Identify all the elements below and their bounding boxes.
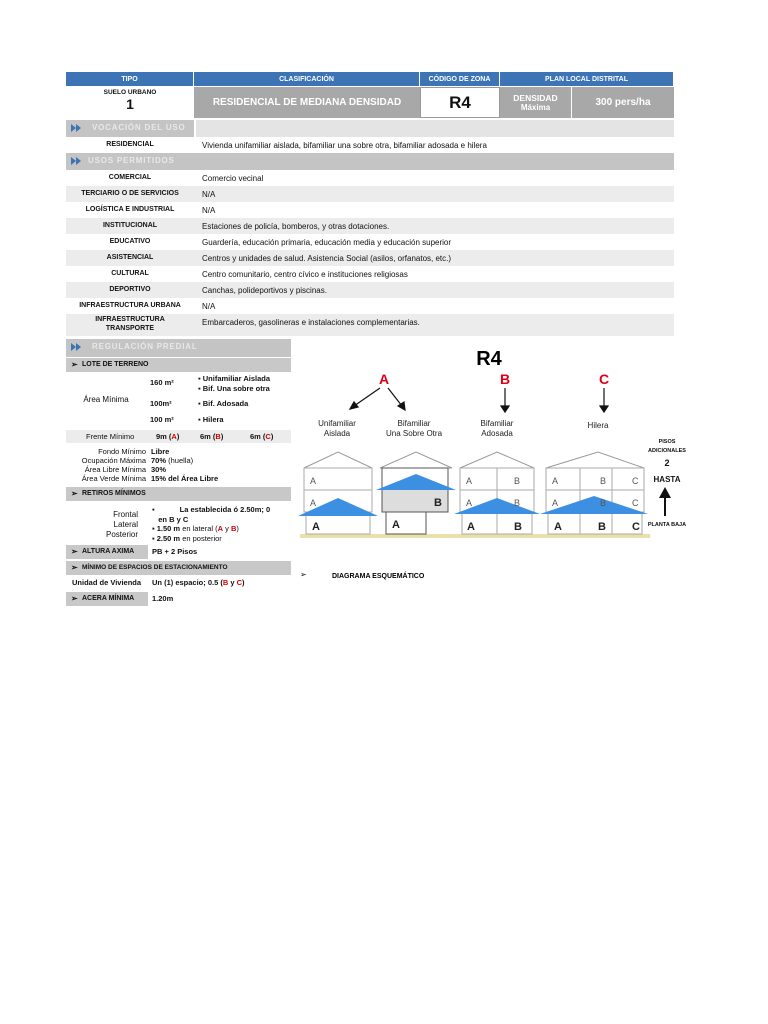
pisos-2: ADICIONALES	[648, 448, 686, 454]
retiros-title: RETIROS MÍNIMOS	[82, 490, 146, 497]
regulacion-title: REGULACIÓN PREDIAL	[92, 342, 198, 351]
retiro-frontal-label: Frontal	[113, 510, 138, 519]
double-chevron-icon-part	[76, 124, 81, 132]
pisos-3: 2	[664, 458, 670, 468]
usos-value: N/A	[202, 205, 216, 215]
caption-a1: Unifamiliar	[318, 419, 356, 428]
label-b: B	[499, 371, 511, 387]
usos-key: TERCIARIO O DE SERVICIOS	[81, 190, 179, 197]
svg-text:A: A	[467, 521, 475, 533]
verde-value: 15% del Área Libre	[151, 474, 219, 483]
ground-line	[300, 534, 650, 538]
up-arrow-icon	[659, 487, 671, 516]
usos-value: Embarcaderos, gasolineras e instalaciones complementarias.	[202, 317, 420, 327]
estac-text: Un (1) espacio; 0.5 (	[152, 578, 223, 587]
frente-b-letter: B	[215, 432, 221, 441]
arrowhead-icon: ➢	[71, 547, 78, 556]
usos-value: N/A	[202, 189, 216, 199]
svg-text:A: A	[392, 519, 400, 531]
frente-a-end: )	[176, 432, 180, 441]
altura-bar	[66, 545, 148, 559]
type-captions	[318, 419, 609, 438]
acera-bar	[66, 592, 148, 606]
retiros-bar	[66, 487, 291, 501]
diagram-title: R4	[476, 348, 502, 370]
type-bif-adosada: Bif. Adosada	[202, 399, 249, 408]
ocupacion-note: (huella)	[166, 456, 194, 465]
retiro-posterior-label: Posterior	[105, 530, 138, 539]
caption-arrow-icon: ➢	[300, 570, 307, 579]
usos-value: Centros y unidades de salud. Asistencia Social (asilos, orfanatos, etc.)	[202, 253, 452, 263]
vocacion-title: VOCACIÓN DEL USO	[92, 123, 186, 132]
lote-params-labels	[66, 447, 146, 483]
usos-row	[66, 218, 674, 234]
altura-label: ALTURA AXIMA	[82, 548, 135, 555]
frente-b	[200, 432, 223, 441]
usos-row	[66, 186, 674, 202]
svg-text:B: B	[600, 498, 607, 508]
usos-key: CULTURAL	[111, 270, 149, 277]
floors-annotation	[648, 439, 686, 528]
frente-a-val: 9m (	[156, 432, 172, 441]
arrowhead-icon: ➢	[71, 489, 78, 498]
svg-text:A: A	[310, 476, 317, 486]
type-bif-adosada-wrap: ▪ Bif. Adosada	[198, 399, 249, 408]
libre-label: Área Libre Mínima	[84, 465, 146, 474]
type-bif-sobre: Bif. Una sobre otra	[202, 384, 270, 393]
type-hilera: Hilera	[202, 415, 224, 424]
usos-row	[66, 266, 674, 282]
retiro-lateral-y: y	[223, 524, 231, 533]
usos-row	[66, 170, 674, 186]
usos-row	[66, 250, 674, 266]
svg-text:A: A	[552, 476, 559, 486]
densidad-cell	[500, 87, 572, 118]
usos-section-bar	[66, 153, 674, 170]
vocacion-section-bar	[66, 120, 194, 137]
estacionamiento-value	[152, 578, 245, 587]
caption-c1: Bifamiliar	[480, 419, 514, 428]
frente-c-letter: C	[265, 432, 271, 441]
usos-row	[66, 314, 674, 336]
frente-c-val: 6m (	[250, 432, 266, 441]
frente-a-letter: A	[171, 432, 177, 441]
house-bifamiliar-adosada	[454, 452, 540, 534]
ocupacion-label: Ocupación Máxima	[81, 456, 146, 465]
arrowhead-icon: ➢	[71, 360, 78, 369]
usos-key: DEPORTIVO	[109, 286, 151, 293]
schematic-diagram	[292, 338, 688, 606]
retiro-lateral-value: 1.50 m	[156, 524, 181, 533]
house-bifamiliar-sobre	[376, 452, 456, 534]
pisos-1: PISOS	[658, 439, 676, 445]
caption-b2: Una Sobre Otra	[385, 429, 443, 438]
caption-d: Hilera	[587, 421, 609, 430]
usos-value: Canchas, polideportivos y piscinas.	[202, 285, 327, 295]
header-clasificacion: CLASIFICACIÓN	[194, 72, 420, 86]
pisos-4: HASTA	[653, 475, 681, 484]
svg-text:B: B	[514, 498, 521, 508]
vocacion-section-fill	[196, 120, 674, 137]
clasificacion-value: RESIDENCIAL DE MEDIANA DENSIDAD	[194, 87, 420, 118]
retiros-labels	[66, 510, 146, 540]
frente-b-end: )	[220, 432, 224, 441]
retiro-posterior-text: en posterior	[180, 533, 222, 543]
usos-row	[66, 298, 674, 314]
retiro-frontal-value: La establecida ó 2.50m; 0	[179, 505, 271, 514]
altura-value: PB + 2 Pisos	[152, 547, 198, 556]
usos-value: Comercio vecinal	[202, 173, 264, 183]
suelo-label: SUELO URBANO	[103, 89, 157, 96]
svg-text:C: C	[632, 521, 640, 533]
suelo-number: 1	[126, 96, 134, 112]
svg-text:C: C	[632, 476, 639, 486]
estac-b: B	[222, 578, 229, 587]
fondo-value: Libre	[151, 447, 170, 456]
svg-text:A: A	[552, 498, 559, 508]
estac-end: )	[242, 578, 245, 587]
usos-key: INFRAESTRUCTURA TRANSPORTE	[95, 316, 165, 332]
retiro-lateral-b: B	[230, 524, 237, 533]
usos-key: INSTITUCIONAL	[102, 222, 158, 229]
caption-b1: Bifamiliar	[397, 419, 431, 428]
usos-key: ASISTENCIAL	[106, 254, 154, 261]
lote-bar	[66, 358, 291, 372]
header-plan: PLAN LOCAL DISTRITAL	[500, 72, 674, 86]
diagram-svg	[292, 338, 688, 606]
regulacion-section-bar	[66, 339, 291, 357]
svg-text:B: B	[600, 476, 607, 486]
retiro-lateral-text: en lateral (	[180, 524, 218, 533]
usos-key: LOGÍSTICA E INDUSTRIAL	[85, 206, 175, 213]
verde-label: Área Verde Mínima	[81, 474, 146, 483]
retiro-frontal-value-2: en B y C	[158, 514, 189, 524]
double-chevron-icon-part	[76, 157, 81, 165]
densidad-value: 300 pers/ha	[572, 87, 674, 118]
frente-c	[250, 432, 273, 441]
svg-text:A: A	[554, 521, 562, 533]
usos-key: EDUCATIVO	[109, 238, 151, 245]
codigo-value: R4	[420, 87, 500, 118]
header-codigo: CÓDIGO DE ZONA	[420, 72, 500, 86]
lote-params-values	[151, 447, 218, 483]
vocacion-key: RESIDENCIAL	[106, 141, 154, 148]
svg-text:A: A	[310, 498, 317, 508]
caption-a2: Aislada	[323, 429, 351, 438]
acera-value: 1.20m	[152, 594, 174, 603]
diagram-caption: DIAGRAMA ESQUEMÁTICO	[332, 573, 425, 580]
estacionamiento-bar	[66, 561, 291, 575]
usos-key: INFRAESTRUCTURA URBANA	[79, 302, 181, 309]
svg-text:A: A	[466, 498, 473, 508]
label-c: C	[598, 371, 610, 387]
estac-y: y	[228, 578, 237, 587]
estac-c: C	[236, 578, 243, 587]
svg-text:B: B	[514, 476, 521, 486]
svg-text:C: C	[632, 498, 639, 508]
house-hilera	[540, 452, 648, 534]
retiro-lateral-end: )	[236, 524, 239, 533]
usos-row	[66, 282, 674, 298]
frente-c-end: )	[270, 432, 274, 441]
type-unifamiliar: Unifamiliar Aislada	[202, 374, 270, 383]
area-100a: 100m²	[150, 399, 172, 408]
pointer-arrows	[350, 388, 608, 412]
usos-key: COMERCIAL	[108, 174, 152, 181]
svg-text:A: A	[312, 521, 320, 533]
densidad-sub: Máxima	[520, 103, 551, 112]
svg-text:B: B	[434, 497, 442, 509]
caption-c2: Adosada	[481, 429, 513, 438]
frente-label: Frente Mínimo	[86, 432, 135, 441]
usos-row	[66, 202, 674, 218]
densidad-label: DENSIDAD	[513, 93, 558, 103]
planta-baja: PLANTA BAJA	[647, 522, 687, 528]
house-unifamiliar	[298, 452, 378, 534]
usos-value: Centro comunitario, centro cívico e instituciones religiosas	[202, 269, 408, 279]
estacionamiento-label: Unidad de Vivienda	[72, 578, 142, 587]
frente-a	[156, 432, 179, 441]
area-160-types: ▪ Unifamiliar Aislada ▪ Bif. Una sobre otra	[198, 374, 270, 393]
usos-value: Guardería, educación primaria, educación media y educación superior	[202, 237, 452, 247]
area-minima-label: Área Mínima	[83, 395, 129, 404]
estacionamiento-title: MÍNIMO DE ESPACIOS DE ESTACIONAMIENTO	[82, 564, 228, 571]
arrowhead-icon: ➢	[71, 594, 78, 603]
ocupacion-value: 70%	[151, 456, 167, 465]
usos-value: Estaciones de policía, bomberos, y otras dotaciones.	[202, 221, 390, 231]
double-chevron-icon-part	[76, 343, 81, 351]
vocacion-row	[66, 137, 674, 153]
usos-title: USOS PERMITIDOS	[88, 156, 175, 165]
svg-text:B: B	[514, 521, 522, 533]
lote-title: LOTE DE TERRENO	[82, 361, 149, 368]
libre-value: 30%	[151, 465, 167, 474]
fondo-label: Fondo Mínimo	[98, 447, 146, 456]
suelo-cell	[66, 87, 194, 118]
usos-row	[66, 234, 674, 250]
acera-label: ACERA MÍNIMA	[82, 595, 135, 602]
arrowhead-icon: ➢	[71, 563, 78, 572]
retiros-values: ▪ La establecida ó 2.50m; 0 en B y C ▪ 1.50 m en lateral (A y B) ▪ 2.50 m en posterior	[152, 505, 271, 543]
usos-value: N/A	[202, 301, 216, 311]
svg-text:B: B	[598, 521, 606, 533]
frente-b-val: 6m (	[200, 432, 216, 441]
area-160: 160 m²	[150, 378, 174, 387]
retiro-lateral-label: Lateral	[113, 520, 138, 529]
vocacion-value: Vivienda unifamiliar aislada, bifamiliar una sobre otra, bifamiliar adosada e hilera	[202, 140, 487, 150]
svg-text:A: A	[466, 476, 473, 486]
area-100b: 100 m²	[150, 415, 174, 424]
header-tipo: TIPO	[66, 72, 194, 86]
type-hilera-wrap: ▪ Hilera	[198, 415, 224, 424]
retiro-lateral-a: A	[217, 524, 224, 533]
label-a: A	[378, 371, 390, 387]
retiro-posterior-value: 2.50 m	[156, 533, 181, 543]
